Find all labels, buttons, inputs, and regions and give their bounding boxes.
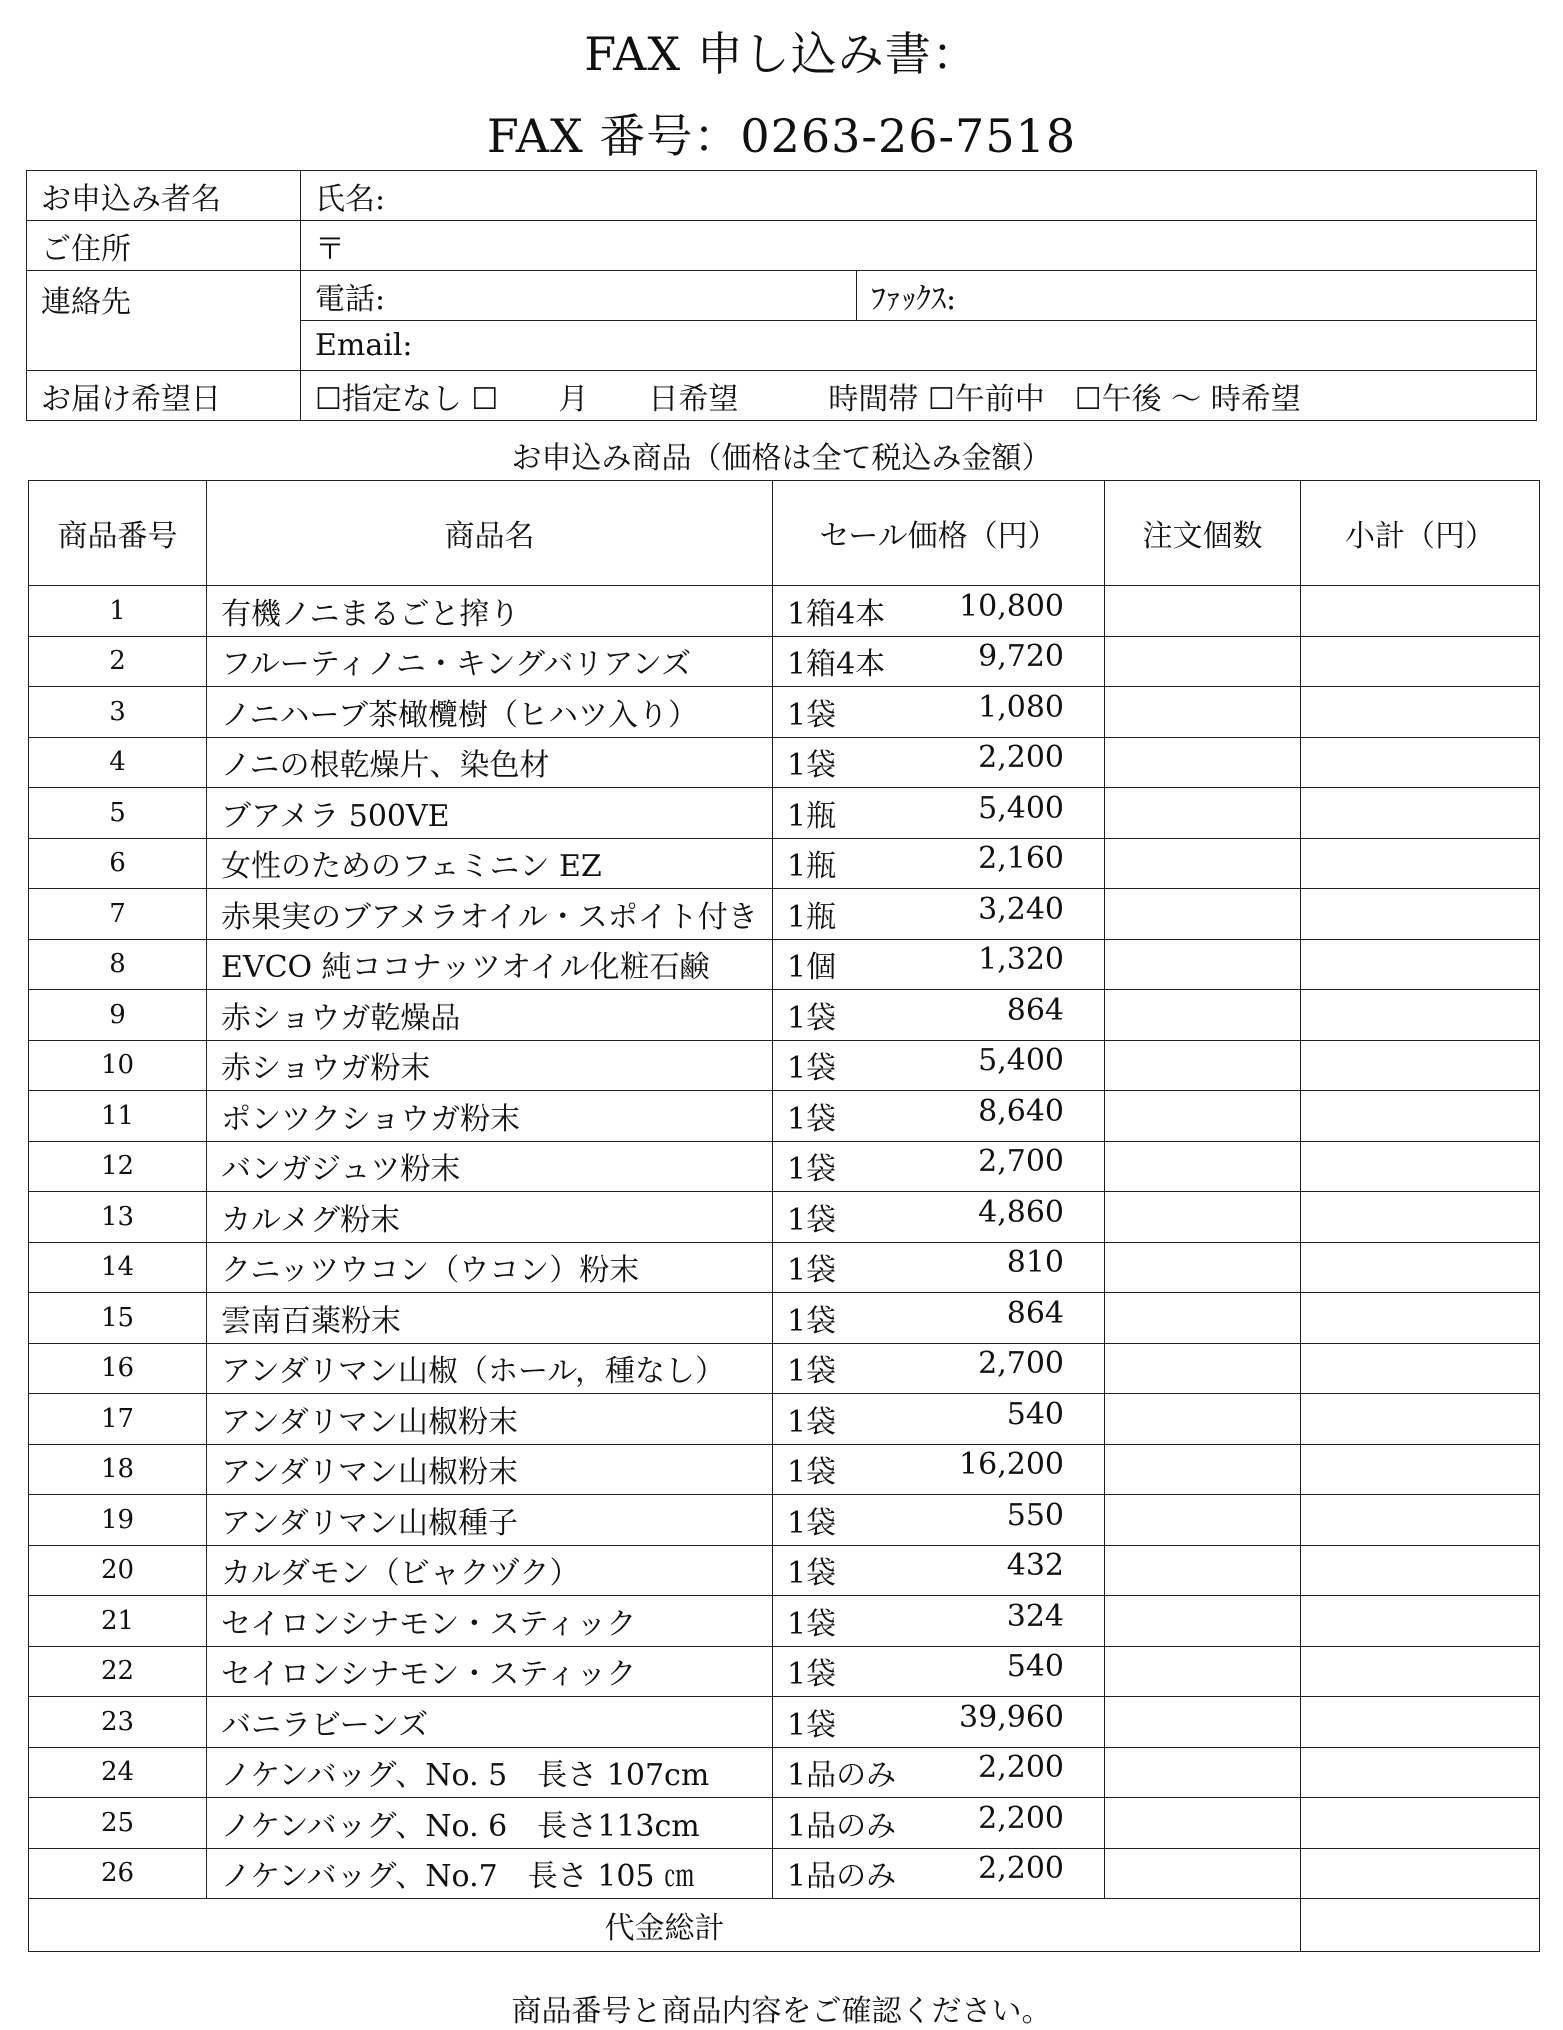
product-price-value: 1,080 — [978, 689, 1064, 725]
product-name: 雲南百薬粉末 — [207, 1293, 773, 1344]
product-price — [773, 1596, 1105, 1647]
product-number: 18 — [29, 1444, 207, 1495]
subtotal-cell[interactable] — [1301, 1747, 1540, 1798]
product-number: 1 — [29, 586, 207, 637]
subtotal-cell[interactable] — [1301, 838, 1540, 889]
product-name: 赤果実のブアメラオイル・スポイト付き — [207, 889, 773, 940]
subtotal-cell[interactable] — [1301, 1091, 1540, 1142]
table-row — [29, 1646, 1540, 1697]
product-number: 9 — [29, 990, 207, 1041]
product-unit: 1袋 — [787, 1606, 837, 1642]
product-name: 赤ショウガ乾燥品 — [207, 990, 773, 1041]
quantity-cell[interactable] — [1105, 1192, 1301, 1243]
product-name: 有機ノニまるごと搾り — [207, 586, 773, 637]
product-price-value: 324 — [1006, 1598, 1064, 1634]
product-price-value: 4,860 — [978, 1194, 1064, 1230]
customer-info-table — [26, 170, 1537, 421]
quantity-cell[interactable] — [1105, 889, 1301, 940]
product-number: 11 — [29, 1091, 207, 1142]
product-unit: 1品のみ — [787, 1808, 897, 1844]
address-label: ご住所 — [27, 221, 301, 271]
form-title: FAX 申し込み書： — [584, 27, 979, 81]
table-row — [29, 1040, 1540, 1091]
product-price-value: 2,700 — [978, 1346, 1064, 1382]
product-unit: 1袋 — [787, 1657, 837, 1693]
product-name: アンダリマン山椒種子 — [207, 1495, 773, 1546]
product-name: 赤ショウガ粉末 — [207, 1040, 773, 1091]
product-price — [773, 889, 1105, 940]
delivery-label: お届け希望日 — [27, 371, 301, 421]
quantity-cell[interactable] — [1105, 1545, 1301, 1596]
quantity-cell[interactable] — [1105, 1242, 1301, 1293]
product-unit: 1袋 — [787, 1556, 837, 1592]
quantity-cell[interactable] — [1105, 737, 1301, 788]
quantity-cell[interactable] — [1105, 1091, 1301, 1142]
subtotal-cell[interactable] — [1301, 687, 1540, 738]
product-name: EVCO 純ココナッツオイル化粧石鹸 — [207, 939, 773, 990]
total-label: 代金総計 — [29, 1899, 1301, 1952]
table-row — [29, 939, 1540, 990]
subtotal-cell[interactable] — [1301, 1242, 1540, 1293]
table-header-row — [29, 481, 1540, 586]
product-number: 3 — [29, 687, 207, 738]
product-name: ブアメラ 500VE — [207, 788, 773, 839]
product-number: 2 — [29, 636, 207, 687]
product-price — [773, 1394, 1105, 1445]
product-price — [773, 1293, 1105, 1344]
product-price — [773, 737, 1105, 788]
product-number: 10 — [29, 1040, 207, 1091]
product-price — [773, 1646, 1105, 1697]
product-price-value: 550 — [1006, 1497, 1064, 1533]
product-name: ノニハーブ茶橄欖樹（ヒハツ入り） — [207, 687, 773, 738]
header-quantity: 注文個数 — [1105, 481, 1301, 586]
subtotal-cell[interactable] — [1301, 1394, 1540, 1445]
product-unit: 1個 — [787, 950, 837, 986]
product-unit: 1瓶 — [787, 798, 837, 834]
product-price-value: 9,720 — [978, 639, 1064, 675]
subtotal-cell[interactable] — [1301, 1848, 1540, 1899]
header-product-name: 商品名 — [207, 481, 773, 586]
quantity-cell[interactable] — [1105, 636, 1301, 687]
product-price-value: 864 — [1006, 1295, 1064, 1331]
table-row — [29, 1747, 1540, 1798]
subtotal-cell[interactable] — [1301, 1040, 1540, 1091]
applicant-label: お申込み者名 — [27, 171, 301, 221]
product-number: 24 — [29, 1747, 207, 1798]
product-price — [773, 1495, 1105, 1546]
quantity-cell[interactable] — [1105, 788, 1301, 839]
product-name: カルダモン（ビャクヅク） — [207, 1545, 773, 1596]
product-price — [773, 1848, 1105, 1899]
table-row — [29, 687, 1540, 738]
quantity-cell[interactable] — [1105, 586, 1301, 637]
product-price-value: 2,200 — [978, 1851, 1064, 1887]
product-price-value: 1,320 — [978, 942, 1064, 978]
table-row — [29, 1242, 1540, 1293]
product-name: バンガジュツ粉末 — [207, 1141, 773, 1192]
product-price — [773, 1444, 1105, 1495]
total-value-cell[interactable] — [1301, 1899, 1540, 1952]
subtotal-cell[interactable] — [1301, 1495, 1540, 1546]
product-number: 19 — [29, 1495, 207, 1546]
product-price-value: 10,800 — [959, 588, 1064, 624]
phone-field[interactable]: 電話: — [301, 271, 857, 321]
product-unit: 1袋 — [787, 1101, 837, 1137]
product-price-value: 39,960 — [959, 1699, 1064, 1735]
product-price-value: 864 — [1006, 992, 1064, 1028]
product-unit: 1袋 — [787, 1505, 837, 1541]
product-unit: 1品のみ — [787, 1758, 897, 1794]
quantity-cell[interactable] — [1105, 1293, 1301, 1344]
products-caption: お申込み商品（価格は全て税込み金額） — [511, 441, 1052, 476]
product-price — [773, 687, 1105, 738]
product-price — [773, 1747, 1105, 1798]
table-row — [29, 1141, 1540, 1192]
product-number: 7 — [29, 889, 207, 940]
product-price-value: 2,160 — [978, 841, 1064, 877]
delivery-options[interactable]: ☐指定なし ☐ 月 日希望 時間帯 ☐午前中 ☐午後 ～ 時希望 — [301, 371, 1537, 421]
product-name: アンダリマン山椒（ホール，種なし） — [207, 1343, 773, 1394]
table-row — [29, 889, 1540, 940]
table-row — [29, 1495, 1540, 1546]
product-name: アンダリマン山椒粉末 — [207, 1444, 773, 1495]
total-row — [29, 1899, 1540, 1952]
subtotal-cell[interactable] — [1301, 1444, 1540, 1495]
product-price — [773, 1343, 1105, 1394]
table-row — [29, 1192, 1540, 1243]
subtotal-cell[interactable] — [1301, 1545, 1540, 1596]
subtotal-cell[interactable] — [1301, 1293, 1540, 1344]
product-unit: 1瓶 — [787, 899, 837, 935]
subtotal-cell[interactable] — [1301, 1192, 1540, 1243]
product-price — [773, 1192, 1105, 1243]
product-price-value: 2,200 — [978, 740, 1064, 776]
product-number: 26 — [29, 1848, 207, 1899]
confirmation-note: 商品番号と商品内容をご確認ください。 — [511, 1994, 1052, 2029]
product-price-value: 2,200 — [978, 1800, 1064, 1836]
product-price — [773, 1798, 1105, 1849]
table-row — [29, 1545, 1540, 1596]
product-number: 20 — [29, 1545, 207, 1596]
subtotal-cell[interactable] — [1301, 788, 1540, 839]
table-row — [29, 1293, 1540, 1344]
address-field[interactable]: 〒 — [301, 221, 1537, 271]
email-field[interactable]: Email: — [301, 321, 1537, 371]
subtotal-cell[interactable] — [1301, 1697, 1540, 1748]
product-price-value: 432 — [1006, 1548, 1064, 1584]
table-row — [29, 788, 1540, 839]
product-name: アンダリマン山椒粉末 — [207, 1394, 773, 1445]
subtotal-cell[interactable] — [1301, 636, 1540, 687]
product-name: クニッツウコン（ウコン）粉末 — [207, 1242, 773, 1293]
product-unit: 1箱4本 — [787, 647, 886, 683]
product-name: ノケンバッグ、No. 6 長さ113cm — [207, 1798, 773, 1849]
subtotal-cell[interactable] — [1301, 1343, 1540, 1394]
product-price — [773, 636, 1105, 687]
product-unit: 1袋 — [787, 1404, 837, 1440]
product-name: バニラビーンズ — [207, 1697, 773, 1748]
subtotal-cell[interactable] — [1301, 939, 1540, 990]
product-price — [773, 1141, 1105, 1192]
quantity-cell[interactable] — [1105, 1444, 1301, 1495]
product-unit: 1袋 — [787, 1303, 837, 1339]
product-unit: 1袋 — [787, 697, 837, 733]
product-price — [773, 1040, 1105, 1091]
product-number: 14 — [29, 1242, 207, 1293]
product-price-value: 2,200 — [978, 1750, 1064, 1786]
product-unit: 1袋 — [787, 1202, 837, 1238]
table-row — [29, 1091, 1540, 1142]
product-price-value: 16,200 — [959, 1447, 1064, 1483]
quantity-cell[interactable] — [1105, 1798, 1301, 1849]
product-number: 13 — [29, 1192, 207, 1243]
product-price-value: 810 — [1006, 1245, 1064, 1281]
quantity-cell[interactable] — [1105, 1040, 1301, 1091]
product-price — [773, 1545, 1105, 1596]
product-name: フルーティノニ・キングバリアンズ — [207, 636, 773, 687]
table-row — [29, 1697, 1540, 1748]
quantity-cell[interactable] — [1105, 1747, 1301, 1798]
product-price — [773, 838, 1105, 889]
product-unit: 1袋 — [787, 1354, 837, 1390]
table-row — [29, 1394, 1540, 1445]
subtotal-cell[interactable] — [1301, 737, 1540, 788]
product-price-value: 5,400 — [978, 1043, 1064, 1079]
quantity-cell[interactable] — [1105, 990, 1301, 1041]
product-price — [773, 788, 1105, 839]
subtotal-cell[interactable] — [1301, 990, 1540, 1041]
quantity-cell[interactable] — [1105, 838, 1301, 889]
product-name: カルメグ粉末 — [207, 1192, 773, 1243]
product-number: 23 — [29, 1697, 207, 1748]
product-unit: 1瓶 — [787, 849, 837, 885]
quantity-cell[interactable] — [1105, 1697, 1301, 1748]
header-subtotal: 小計（円） — [1301, 481, 1540, 586]
table-row — [29, 1798, 1540, 1849]
product-name: セイロンシナモン・スティック — [207, 1596, 773, 1647]
product-number: 16 — [29, 1343, 207, 1394]
product-number: 4 — [29, 737, 207, 788]
product-price-value: 540 — [1006, 1396, 1064, 1432]
quantity-cell[interactable] — [1105, 939, 1301, 990]
product-price — [773, 939, 1105, 990]
product-name: ノケンバッグ、No. 5 長さ 107cm — [207, 1747, 773, 1798]
subtotal-cell[interactable] — [1301, 1141, 1540, 1192]
table-row — [29, 1444, 1540, 1495]
product-unit: 1袋 — [787, 1455, 837, 1491]
products-table — [28, 480, 1540, 1952]
product-number: 21 — [29, 1596, 207, 1647]
fax-field[interactable]: ﾌｧｯｸｽ: — [857, 271, 1537, 321]
product-unit: 1袋 — [787, 1253, 837, 1289]
quantity-cell[interactable] — [1105, 1848, 1301, 1899]
quantity-cell[interactable] — [1105, 687, 1301, 738]
subtotal-cell[interactable] — [1301, 586, 1540, 637]
subtotal-cell[interactable] — [1301, 889, 1540, 940]
product-price-value: 3,240 — [978, 891, 1064, 927]
quantity-cell[interactable] — [1105, 1495, 1301, 1546]
product-price — [773, 990, 1105, 1041]
table-row — [29, 1343, 1540, 1394]
subtotal-cell[interactable] — [1301, 1798, 1540, 1849]
table-row — [29, 737, 1540, 788]
product-unit: 1袋 — [787, 748, 837, 784]
product-number: 15 — [29, 1293, 207, 1344]
subtotal-cell[interactable] — [1301, 1596, 1540, 1647]
product-unit: 1袋 — [787, 1051, 837, 1087]
product-price-value: 8,640 — [978, 1093, 1064, 1129]
product-name: ノケンバッグ、No.7 長さ 105 ㎝ — [207, 1848, 773, 1899]
product-number: 22 — [29, 1646, 207, 1697]
table-row — [29, 1596, 1540, 1647]
product-number: 5 — [29, 788, 207, 839]
product-price — [773, 1091, 1105, 1142]
header-product-no: 商品番号 — [29, 481, 207, 586]
quantity-cell[interactable] — [1105, 1596, 1301, 1647]
quantity-cell[interactable] — [1105, 1394, 1301, 1445]
product-name: ノニの根乾燥片、染色材 — [207, 737, 773, 788]
quantity-cell[interactable] — [1105, 1141, 1301, 1192]
quantity-cell[interactable] — [1105, 1343, 1301, 1394]
product-name: セイロンシナモン・スティック — [207, 1646, 773, 1697]
product-unit: 1袋 — [787, 1000, 837, 1036]
product-price — [773, 586, 1105, 637]
header-sale-price: セール価格（円） — [773, 481, 1105, 586]
product-number: 8 — [29, 939, 207, 990]
table-row — [29, 1848, 1540, 1899]
subtotal-cell[interactable] — [1301, 1646, 1540, 1697]
product-name: ポンツクショウガ粉末 — [207, 1091, 773, 1142]
product-price — [773, 1242, 1105, 1293]
table-row — [29, 586, 1540, 637]
name-field[interactable]: 氏名: — [301, 171, 1537, 221]
product-number: 12 — [29, 1141, 207, 1192]
quantity-cell[interactable] — [1105, 1646, 1301, 1697]
product-unit: 1箱4本 — [787, 596, 886, 632]
product-number: 6 — [29, 838, 207, 889]
product-price — [773, 1697, 1105, 1748]
fax-number: FAX 番号：0263-26-7518 — [486, 109, 1077, 163]
product-unit: 1袋 — [787, 1707, 837, 1743]
product-unit: 1袋 — [787, 1152, 837, 1188]
product-unit: 1品のみ — [787, 1859, 897, 1895]
product-number: 25 — [29, 1798, 207, 1849]
table-row — [29, 838, 1540, 889]
table-row — [29, 990, 1540, 1041]
product-price-value: 5,400 — [978, 790, 1064, 826]
table-row — [29, 636, 1540, 687]
product-name: 女性のためのフェミニン EZ — [207, 838, 773, 889]
product-number: 17 — [29, 1394, 207, 1445]
contact-label: 連絡先 — [27, 271, 301, 371]
product-price-value: 2,700 — [978, 1144, 1064, 1180]
product-price-value: 540 — [1006, 1649, 1064, 1685]
